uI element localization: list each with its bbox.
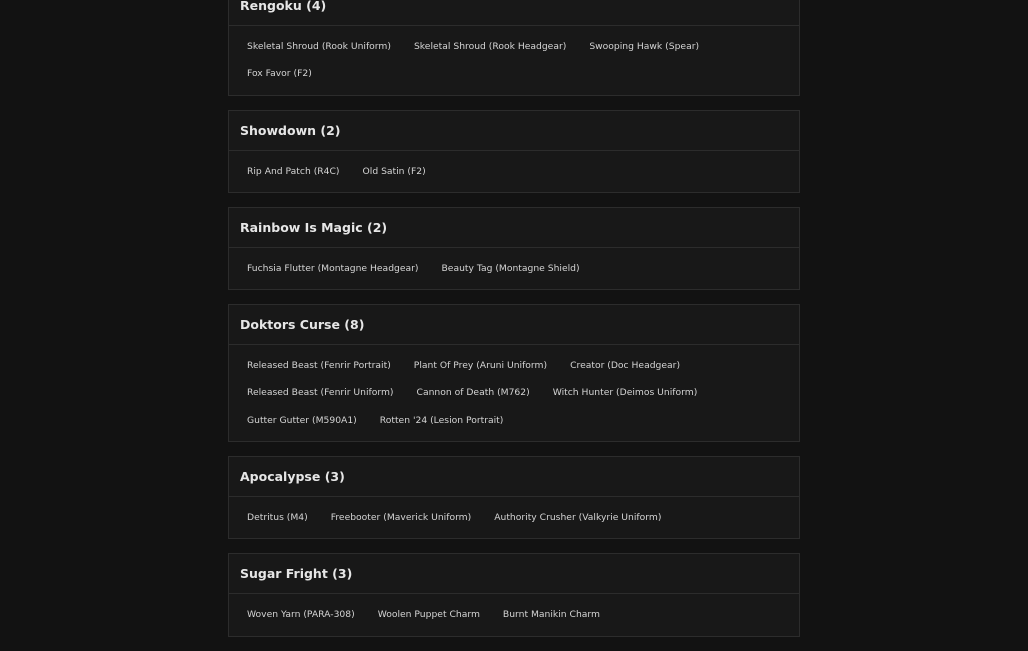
collection-item[interactable]: Old Satin (F2) (362, 165, 426, 177)
section-items (229, 151, 799, 192)
collection-item[interactable]: Woven Yarn (PARA-308) (247, 609, 355, 621)
collection-item[interactable]: Plant Of Prey (Aruni Uniform) (413, 360, 548, 372)
collection-section (228, 456, 800, 539)
section-title: Apocalypse (3) (229, 457, 799, 497)
collection-item[interactable]: Released Beast (Fenrir Portrait) (247, 360, 391, 372)
section-items (229, 594, 799, 635)
collection-item[interactable]: Rotten '24 (Lesion Portrait) (379, 414, 504, 426)
collection-section (228, 110, 800, 193)
collection-section (228, 553, 800, 636)
collection-item[interactable]: Creator (Doc Headgear) (570, 360, 681, 372)
section-items (229, 248, 799, 289)
collection-item[interactable]: Woolen Puppet Charm (377, 609, 480, 621)
collection-item[interactable]: Cannon of Death (M762) (416, 387, 530, 399)
collection-section (228, 207, 800, 290)
section-title: Showdown (2) (229, 111, 799, 151)
collection-item[interactable]: Fox Favor (F2) (247, 68, 312, 80)
collection-item[interactable]: Authority Crusher (Valkyrie Uniform) (494, 512, 662, 524)
collection-item[interactable]: Freebooter (Maverick Uniform) (330, 512, 472, 524)
section-title: Doktors Curse (8) (229, 305, 799, 345)
collection-item[interactable]: Released Beast (Fenrir Uniform) (247, 387, 394, 399)
collection-item[interactable]: Witch Hunter (Deimos Uniform) (552, 387, 698, 399)
collection-item[interactable]: Skeletal Shroud (Rook Headgear) (413, 41, 567, 52)
collection-section (228, 304, 800, 442)
collection-item[interactable]: Fuchsia Flutter (Montagne Headgear) (247, 262, 419, 274)
section-items (229, 497, 799, 538)
section-items (229, 345, 799, 441)
collection-item[interactable]: Skeletal Shroud (Rook Uniform) (247, 41, 391, 52)
collection-section (228, 0, 800, 96)
collection-list (228, 0, 800, 651)
collection-item[interactable]: Rip And Patch (R4C) (247, 165, 340, 177)
collection-item[interactable]: Beauty Tag (Montagne Shield) (441, 262, 580, 274)
section-title: Sugar Fright (3) (229, 554, 799, 594)
collection-item[interactable]: Burnt Manikin Charm (502, 609, 600, 621)
section-title: Rainbow Is Magic (2) (229, 208, 799, 248)
section-title: Rengoku (4) (229, 0, 799, 26)
collection-item[interactable]: Swooping Hawk (Spear) (589, 41, 700, 52)
section-items (229, 26, 799, 95)
collection-item[interactable]: Detritus (M4) (247, 512, 308, 524)
collection-item[interactable]: Gutter Gutter (M590A1) (247, 414, 357, 426)
